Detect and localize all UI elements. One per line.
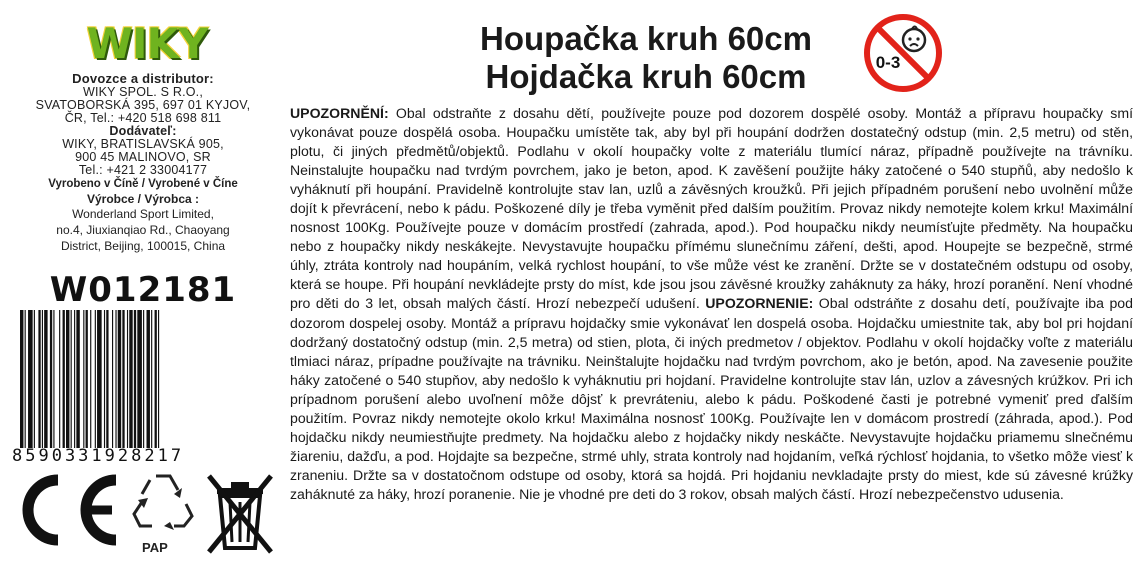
barcode-bar [53,310,54,448]
barcode-bar [76,310,79,448]
importer-cz-line2: SVATOBORSKÁ 395, 697 01 KYJOV, [35,98,251,112]
barcode-bar [25,310,26,448]
maker-line2: no.4, Jiuxianqiao Rd., Chaoyang [56,223,230,237]
wiky-logo-text: WIKY [86,19,208,68]
importer-sk-line1: WIKY, BRATISLAVSKÁ 905, [62,137,224,151]
barcode-bar [95,310,96,448]
barcode-digits: 8590331928217 [12,446,185,466]
ce-mark-icon [6,470,126,550]
barcode-bar [83,310,84,448]
barcode-bar [122,310,124,448]
barcode-bar [71,310,72,448]
barcode-bar [137,310,142,448]
recycle-label: PAP [142,540,168,555]
barcode-bar [63,310,65,448]
barcode-bar [158,310,159,448]
title-sk: Hojdačka kruh 60cm [485,58,807,95]
warning-text-block [290,104,1133,560]
barcode-bar [112,310,113,448]
barcode-bar [34,310,35,448]
age-label: 0-3 [875,53,901,72]
importer-sk-line2: 900 45 MALINOVO, SR [75,150,211,164]
title-cz: Houpačka kruh 60cm [480,20,812,57]
product-title [386,20,906,96]
age-restriction-icon [862,12,944,94]
barcode [20,310,250,448]
barcode-bar [20,310,23,448]
importer-sk-heading: Dodávateľ: [109,124,177,138]
barcode-bar [155,310,157,448]
barcode-bar [42,310,43,448]
left-info-column [0,0,286,563]
wiky-logo [72,18,222,70]
barcode-bar [134,310,136,448]
made-in-label: Vyrobeno v Číně / Vyrobené v Číne [48,178,238,190]
importer-cz-heading: Dovozce a distributor: [72,71,214,86]
barcode-bar [104,310,105,448]
importer-cz-line1: WIKY SPOL. S R.O., [82,85,204,99]
warning-cz-text: Obal odstraňte z dosahu dětí, používejte pouze pod dozorem dospělé osoby. Montáž a přípravu houpačky smí vykonávat pouze dospělá osoba. Houpačku umístěte tak, aby byl při houpání dodržen dostatečný odstup (min. 2,5 metru) od stěn, plotu, či jiných předmětů/objektů. Podlahu v okolí houpačky volte z materiálu tlumící náraz, případně používejte na trávníku. Neinstalujte houpačku nad tvrdým povrchem, jako je beton, apod. K zavěšení použijte háky zatočené o 540 stupňů, aby nedošlo k vyháknutí při houpání. Pravidelně kontrolujte stav lan, uzlů a závěsných kroužků. Při jejich případném porušení nebo uvolnění může dojít k převrácení, nebo k pádu. Poškozené díly je třeba vyměnit před dalším použitím. Provaz nikdy nemotejte kolem krku! Maximální nosnost 100Kg. Používejte pouze v domácím prostředí (zahrada, apod.). Pod houpačku nikdy neumísťujte předměty. Na houpačku nebo z houpačky nikdy neskákejte. Nevystavujte houpačku přímému slunečnímu záření, dešti, apod. Houpejte se bezpečně, strmé úhly, ztráta kontroly nad houpáním, velká rychlost houpání, to vše může vést ke zranění. Držte se v dostatečném odstupu od osoby, která se houpe. Při houpání nevkládejte prsty do míst, kde jsou jsou závěsné kroužky zaháknuty za háky, hrozí poranění. Není vhodné pro děti do 3 let, obsah malých částí. Hrozí nebezpečí udušení. [290,105,1133,312]
product-code: W012181 [49,270,237,310]
barcode-bar [97,310,102,448]
maker-heading: Výrobce / Výrobca : [86,192,200,206]
barcode-bar [115,310,116,448]
barcode-bar [90,310,91,448]
barcode-bar [147,310,150,448]
recycle-icon [130,468,196,534]
barcode-bar [50,310,52,448]
maker-line3: District, Beijing, 100015, China [60,239,226,253]
barcode-bar [127,310,128,448]
barcode-bar [86,310,88,448]
barcode-bar [151,310,152,448]
barcode-bar [66,310,69,448]
barcode-bar [129,310,132,448]
barcode-bar [143,310,144,448]
barcode-bar [106,310,108,448]
maker-line1: Wonderland Sport Limited, [72,207,214,221]
crossed-bin-icon [205,470,275,555]
importer-sk-line3: Tel.: +421 2 33004177 [78,163,208,177]
barcode-bar [28,310,33,448]
barcode-bar [74,310,75,448]
warning-sk-text: Obal odstráňte z dosahu detí, používajte iba pod dozorom dospelej osoby. Montáž a prípravu hojdačky smie vykonávať len dospelá osoba. Hojdačku umiestnite tak, aby bol pri hojdaní dodržaný dostatočný odstup (min. 2,5 metra) od stien, plota, či iných predmetov / objektov. Podlahu v okolí hojdačky voľte z materiálu tlmiaci náraz, prípadne používajte na trávniku. Neinštalujte hojdačku nad tvrdým povrchom, ako je betón, apod. Na zavesenie použite háky zatočené o 540 stupňov, aby nedošlo k vyháknutiu pri hojdaní. Pravidelne kontrolujte stav lán, uzlov a závesných krúžkov. Pri ich prípadnom porušení alebo uvoľnení môže dôjsť k prevráteniu, alebo k pádu. Poškodené časti je potrebné vymeniť pred ďalším použitím. Povraz nikdy nemotejte okolo krku! Maximálna nosnosť 100Kg. Používajte len v domácom prostredí (záhrada, apod.). Pod hojdačku nikdy neumiestňujte predmety. Na hojdačku alebo z hojdačky nikdy neskáčte. Nevystavujte hojdačku priamemu slnečnému žiareniu, dažďu, a pod. Hojdajte sa bezpečne, strmé uhly, strata kontroly nad hojdaním, veľká rýchlosť hojdania, to všetko môže viesť k zraneniu. Držte sa v dostatočnom odstupe od osoby, ktorá sa hojdá. Pri hojdaniu nevkladajte prsty do miest, kde sú závesné krúžky zaháknuté za háky, hrozí poranenie. Nie je vhodné pre deti do 3 rokov, obsah malých částí. Hrozí nebezpečenstvo udusenia. [290,295,1133,502]
barcode-bar [44,310,47,448]
importer-cz-line3: ČR, Tel.: +420 518 698 811 [64,111,222,125]
barcode-bar [118,310,121,448]
warning-sk-heading: UPOZORNENIE: [705,295,814,312]
warning-cz-heading: UPOZORNĚNÍ: [290,105,389,121]
barcode-bar [38,310,40,448]
barcode-bar [59,310,60,448]
